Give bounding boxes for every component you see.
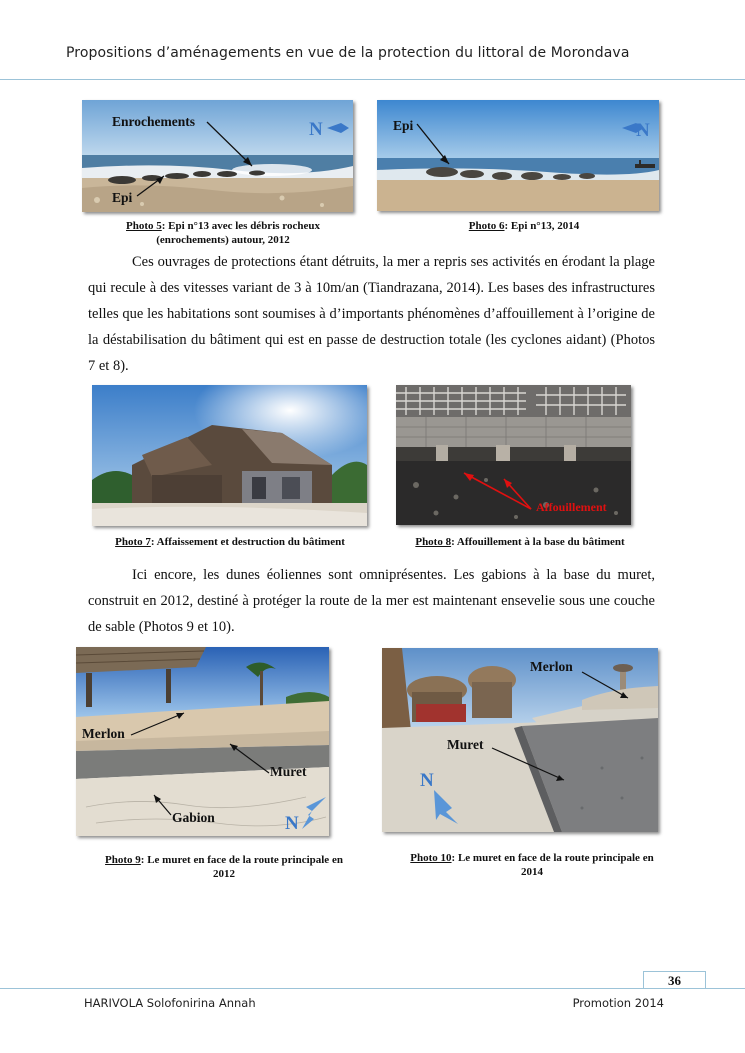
photo-5-caption-number: Photo 5 bbox=[126, 220, 162, 232]
page-number: 36 bbox=[643, 971, 706, 989]
photo-6-caption bbox=[377, 219, 671, 233]
photo-5-caption-text: : Epi n°13 avec les débris rocheux bbox=[161, 220, 320, 232]
photo-6-caption-number: Photo 6 bbox=[468, 220, 505, 232]
photo-9-label-gabion: Gabion bbox=[172, 810, 215, 825]
photo-9-label-merlon: Merlon bbox=[82, 726, 125, 741]
photo-10-caption-line2: 2014 bbox=[521, 866, 543, 878]
photo-10-label-merlon: Merlon bbox=[530, 659, 573, 674]
photo-6-north-label: N bbox=[636, 120, 650, 141]
photo-10-caption-number: Photo 10 bbox=[410, 852, 452, 864]
photo-7-caption-number: Photo 7 bbox=[115, 536, 151, 548]
paragraph-2 bbox=[88, 562, 655, 640]
photo-6-image bbox=[377, 100, 659, 211]
photo-10-label-muret: Muret bbox=[447, 737, 484, 752]
photo-8-caption-number: Photo 8 bbox=[415, 536, 452, 548]
photo-9-label-muret: Muret bbox=[270, 764, 307, 779]
photo-10-image bbox=[382, 648, 658, 832]
footer-author: HARIVOLA Solofonirina Annah bbox=[84, 996, 256, 1010]
paragraph-1-text: Ces ouvrages de protections étant détruits, la mer a repris ses activités en érodant la plage qui recule à des vitesses variant de 3 à 10m/an (Tiandrazana, 2014). Les bases des infrastructures telles que les habitations sont soumises à d’importants phénomènes d’affouillement à l’origine de la déstabilisation du bâtiment qui est en passe de destruction totale (les cyclones aidant) (Photos 7 et 8). bbox=[88, 254, 655, 374]
photo-5-north-label: N bbox=[309, 119, 323, 140]
photo-7-caption-text: : Affaissement et destruction du bâtiment bbox=[150, 536, 345, 548]
photo-8-caption bbox=[396, 535, 644, 549]
photo-10-north-label: N bbox=[420, 770, 434, 791]
photo-9-north-label: N bbox=[285, 813, 299, 834]
photo-5-caption-line2: (enrochements) autour, 2012 bbox=[156, 234, 290, 246]
photo-6-caption-text: : Epi n°13, 2014 bbox=[504, 220, 580, 232]
photo-6-label-epi: Epi bbox=[393, 118, 414, 133]
photo-10-caption-text: : Le muret en face de la route principale en bbox=[451, 852, 654, 864]
footer-promotion: Promotion 2014 bbox=[572, 996, 664, 1010]
photo-5-caption bbox=[92, 219, 354, 247]
photo-9-caption-line2: 2012 bbox=[213, 868, 235, 880]
photo-8-label-affouillement: Affouillement bbox=[536, 500, 607, 514]
header-rule bbox=[0, 79, 745, 80]
paragraph-1 bbox=[88, 249, 655, 379]
photo-5-label-enrochements: Enrochements bbox=[112, 114, 195, 129]
page-header-title: Propositions d’aménagements en vue de la protection du littoral de Morondava bbox=[66, 45, 630, 61]
photo-10-caption bbox=[388, 851, 676, 879]
photo-7-image bbox=[92, 385, 367, 526]
photo-8-caption-text: : Affouillement à la base du bâtiment bbox=[451, 536, 625, 548]
paragraph-2-text: Ici encore, les dunes éoliennes sont omniprésentes. Les gabions à la base du muret, construit en 2012, destiné à protéger la route de la mer est maintenant ensevelie sous une couche de sable (Photos 9 et 10). bbox=[88, 567, 655, 635]
photo-9-caption-number: Photo 9 bbox=[105, 854, 141, 866]
photo-9-caption-text: : Le muret en face de la route principale en bbox=[140, 854, 343, 866]
photo-7-caption bbox=[92, 535, 368, 549]
photo-5-label-epi: Epi bbox=[112, 190, 133, 205]
footer-rule bbox=[0, 988, 745, 989]
photo-9-caption bbox=[82, 853, 366, 881]
